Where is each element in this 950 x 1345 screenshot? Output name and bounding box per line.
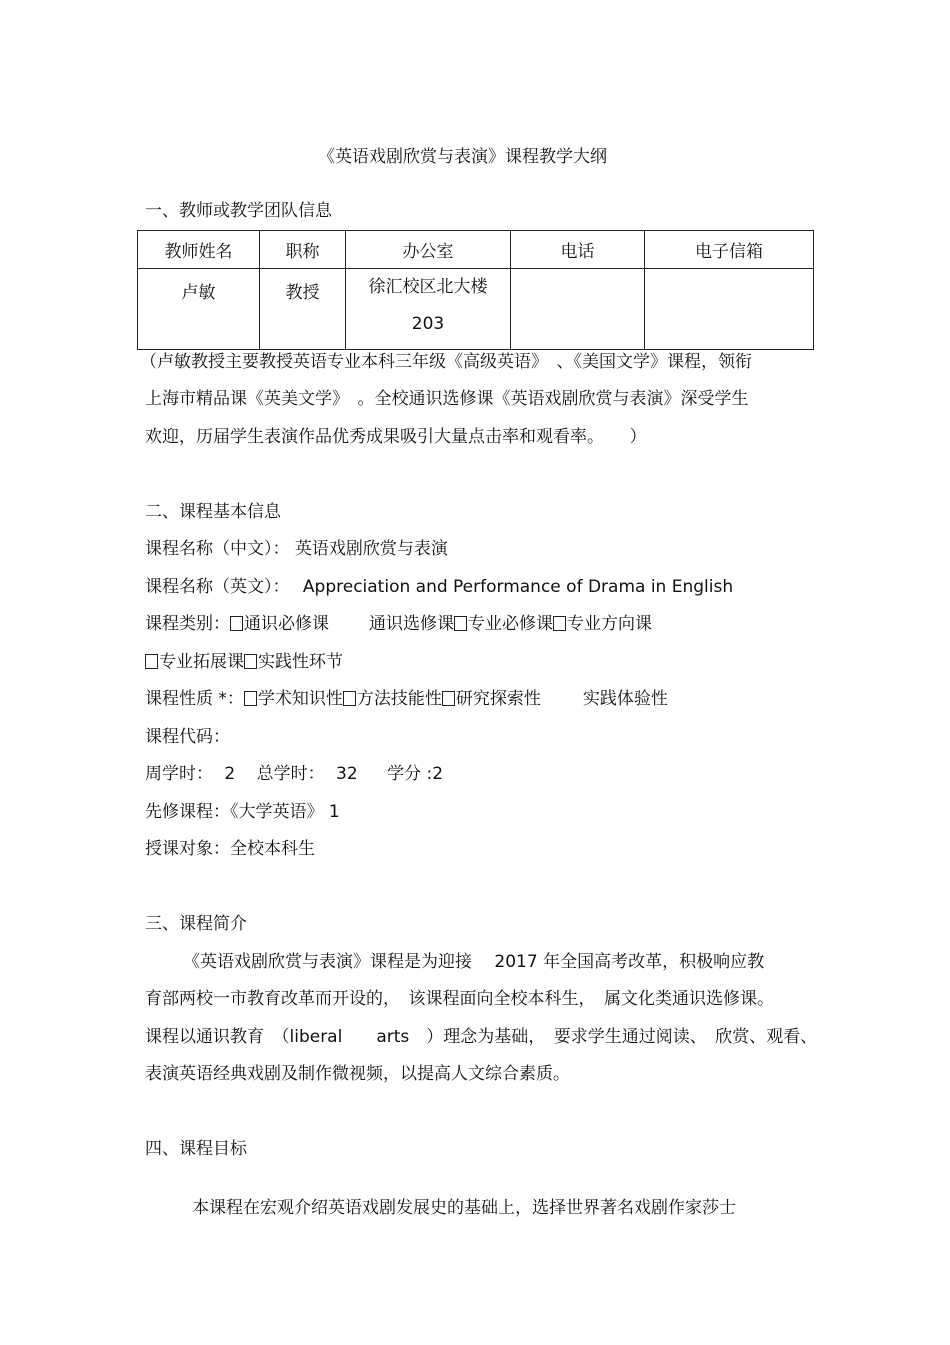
teacher-info-table	[137, 230, 814, 350]
checkbox-method[interactable]	[343, 691, 356, 706]
prerequisite: 先修课程：《大学英语》 1	[145, 802, 340, 822]
option-practical-experience: 实践体验性	[582, 689, 668, 709]
option-major-direction: 专业方向课	[567, 614, 652, 634]
course-nature-row	[145, 687, 668, 711]
option-general-elective: 通识选修课	[369, 614, 454, 634]
option-major-extension: 专业拓展课	[159, 652, 244, 672]
checkbox-major-extension[interactable]	[145, 654, 158, 669]
cell-phone	[511, 269, 645, 350]
week-hours-value: 2	[224, 764, 236, 784]
course-category-row	[145, 612, 652, 636]
teacher-note-line-1: （卢敏教授主要教授英语专业本科三年级《高级英语》 、《美国文学》课程，领衔	[140, 352, 752, 372]
header-email: 电子信箱	[645, 231, 814, 269]
section3-heading: 三、课程简介	[145, 914, 247, 934]
intro-line-3: 课程以通识教育 （liberal arts ）理念为基础， 要求学生通过阅读、 欣赏、观看、	[145, 1027, 818, 1047]
header-phone: 电话	[511, 231, 645, 269]
option-major-required: 专业必修课	[468, 614, 553, 634]
checkbox-academic[interactable]	[244, 691, 257, 706]
cell-office	[346, 269, 511, 350]
credits-label: 学分 :	[387, 764, 433, 784]
header-rank: 职称	[260, 231, 346, 269]
option-method: 方法技能性	[356, 689, 442, 709]
teacher-note-line-2: 上海市精品课《英美文学》 。全校通识选修课《英语戏剧欣赏与表演》深受学生	[145, 389, 749, 409]
checkbox-major-direction[interactable]	[553, 616, 566, 631]
course-nature-label: 课程性质 *：	[145, 689, 244, 709]
table-row	[138, 269, 814, 350]
header-office: 办公室	[346, 231, 511, 269]
office-line-1: 徐汇校区北大楼	[368, 277, 488, 297]
objective-line-1: 本课程在宏观介绍英语戏剧发展史的基础上，选择世界著名戏剧作家莎士	[192, 1198, 736, 1218]
intro-line-4: 表演英语经典戏剧及制作微视频，以提高人文综合素质。	[145, 1064, 570, 1084]
intro-line-1: 《英语戏剧欣赏与表演》课程是为迎接 2017 年全国高考改革，积极响应教	[183, 952, 765, 972]
course-name-cn: 课程名称（中文）： 英语戏剧欣赏与表演	[145, 539, 448, 559]
office-line-2: 203	[411, 314, 445, 334]
option-academic: 学术知识性	[257, 689, 343, 709]
audience: 授课对象：全校本科生	[145, 839, 315, 859]
section1-heading: 一、教师或教学团队信息	[145, 201, 332, 221]
option-research: 研究探索性	[455, 689, 541, 709]
week-hours-label: 周学时：	[145, 764, 213, 784]
section4-heading: 四、课程目标	[145, 1139, 247, 1159]
checkbox-major-required[interactable]	[454, 616, 467, 631]
section2-heading: 二、课程基本信息	[145, 502, 281, 522]
course-name-en-row	[145, 575, 733, 599]
option-practice: 实践性环节	[258, 652, 343, 672]
cell-rank: 教授	[260, 269, 346, 350]
course-name-en: Appreciation and Performance of Drama in English	[302, 577, 734, 597]
teacher-note-line-3: 欢迎，历届学生表演作品优秀成果吸引大量点击率和观看率。 ）	[145, 427, 647, 447]
course-code: 课程代码：	[145, 727, 230, 747]
credits-value: 2	[432, 764, 444, 784]
cell-teacher-name: 卢敏	[138, 269, 260, 350]
course-category-label: 课程类别：	[145, 614, 230, 634]
checkbox-research[interactable]	[442, 691, 455, 706]
checkbox-general-required[interactable]	[230, 616, 243, 631]
course-name-en-label: 课程名称（英文）：	[145, 577, 290, 597]
header-teacher-name: 教师姓名	[138, 231, 260, 269]
hours-row	[145, 762, 443, 786]
document-title: 《英语戏剧欣赏与表演》课程教学大纲	[318, 147, 607, 167]
total-hours-value: 32	[336, 764, 358, 784]
option-general-required: 通识必修课	[244, 614, 329, 634]
table-header-row	[138, 231, 814, 269]
intro-line-2: 育部两校一市教育改革而开设的， 该课程面向全校本科生， 属文化类通识选修课。	[145, 989, 774, 1009]
course-category-row-2	[145, 650, 343, 674]
checkbox-practice[interactable]	[244, 654, 257, 669]
total-hours-label: 总学时：	[256, 764, 325, 784]
cell-email	[645, 269, 814, 350]
